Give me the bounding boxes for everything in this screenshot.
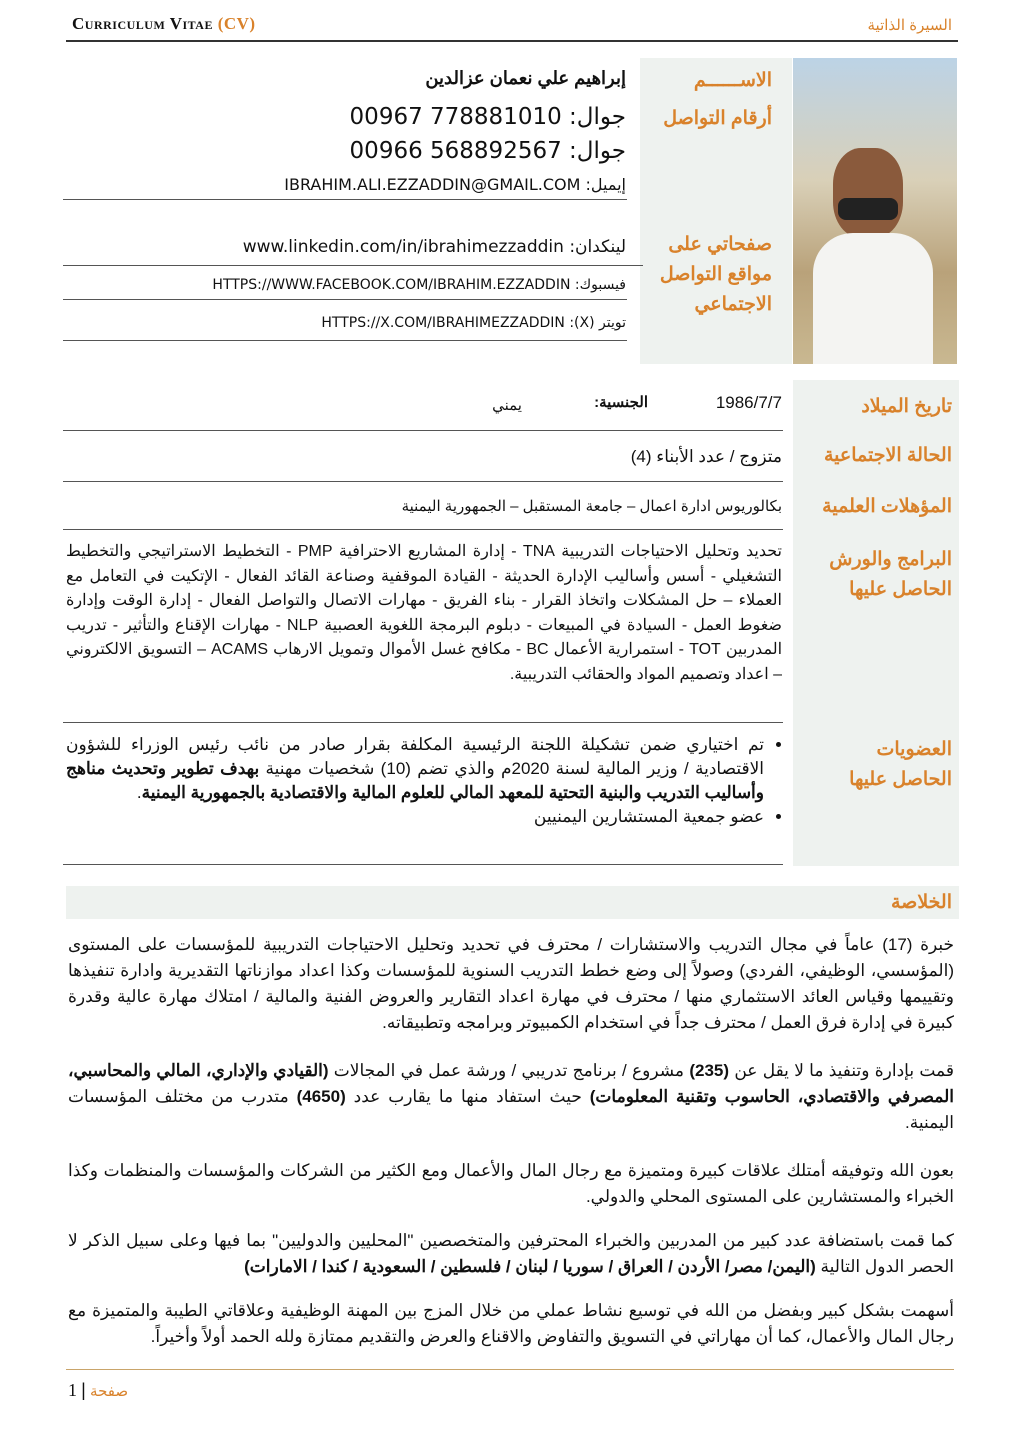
qualification: بكالوريوس ادارة اعمال – جامعة المستقبل – الجمهورية اليمنية	[401, 498, 782, 515]
divider	[63, 265, 643, 266]
cv-title-ar: السيرة الذاتية	[867, 17, 952, 34]
full-name: إبراهيم علي نعمان عزالدين	[425, 68, 626, 88]
mobile-2: جوال: 00966 568892567	[349, 138, 626, 164]
footer-divider	[66, 1369, 954, 1370]
programs-label: البرامج والورش الحاصل عليها	[829, 549, 952, 600]
summary-header	[66, 886, 959, 919]
social-label: صفحاتي على مواقع التواصل الاجتماعي	[659, 234, 772, 315]
divider	[63, 722, 783, 723]
birth-date: 1986/7/7	[715, 393, 782, 412]
divider	[63, 481, 783, 482]
header-divider	[66, 40, 958, 42]
birth-label: تاريخ الميلاد	[861, 396, 952, 417]
programs-list: تحديد وتحليل الاحتياجات التدريبية TNA - إدارة المشاريع الاحترافية PMP - التخطيط الاستراتيجي والتخطيط التشغيلي - أسس وأساليب الإدارة الحديثة - القيادة الموقفية وصناعة القائد الفعال - الإتكيت في التعامل مع العملاء – حل المشكلات واتخاذ القرار - بناء الفريق - مهارات الاتصال والتواصل الفعال - إدارة الوقت وإدارة ضغوط العمل - السيادة في المبيعات - دبلوم البرمجة اللغوية العصبية NLP - مهارات الإقناع والتأثير - تدريب المدربين TOT - استمرارية الأعمال BC - مكافح غسل الأموال وتمويل الارهاب ACAMS – التسويق الالكتروني – اعداد وتصميم المواد والحقائب التدريبية.	[66, 543, 783, 683]
phones-label: أرقام التواصل	[663, 108, 772, 129]
membership-item: • عضو جمعية المستشارين اليمنيين	[66, 805, 764, 829]
mobile-1: جوال: 00967 778881010	[349, 104, 626, 130]
profile-photo	[793, 58, 957, 364]
facebook-link[interactable]: فيسبوك: HTTPS://WWW.FACEBOOK.COM/IBRAHIM.EZZADDIN	[212, 277, 626, 293]
divider	[63, 430, 783, 431]
membership-item: • تم اختياري ضمن تشكيلة اللجنة الرئيسية المكلفة بقرار صادر من نائب رئيس الوزراء للشؤون الاقتصادية / وزير المالية لسنة 2020م والذي تضم (10) شخصيات مهنية بهدف تطوير وتحديث مناهج وأساليب التدريب والبنية التحتية للمعهد المالي للعلوم المالية والاقتصادية بالجمهورية اليمنية.	[66, 733, 764, 805]
memberships-label: العضويات الحاصل عليها	[849, 739, 952, 790]
name-label: الاســــــم	[693, 70, 772, 91]
qualifications-label: المؤهلات العلمية	[822, 496, 952, 517]
divider	[63, 299, 627, 300]
divider	[63, 529, 783, 530]
linkedin-link[interactable]: لينكدان: www.linkedin.com/in/ibrahimezzaddin	[242, 237, 626, 257]
summary-paragraph-2: قمت بإدارة وتنفيذ ما لا يقل عن (235) مشروع / برنامج تدريبي / ورشة عمل في المجالات (القيادي والإداري، المالي والمحاسبي، المصرفي والاقتصادي، الحاسوب وتقنية المعلومات) حيث استفاد منها ما يقارب عدد (4650) متدرب من مختلف المؤسسات اليمنية.	[68, 1061, 955, 1132]
nationality-label: الجنسية:	[594, 394, 648, 411]
summary-paragraph-5: أسهمت بشكل كبير وبفضل من الله في توسيع نشاط عملي من خلال المزج بين المهنة الوظيفية وعلاقاتي الطيبة والمتميزة مع رجال المال والأعمال، كما أن مهاراتي في التسويق والتفاوض والاقناع والعرض والتقديم ممتازة ولله الحمد أولاً وأخيراً.	[68, 1301, 954, 1346]
marital-label: الحالة الاجتماعية	[824, 445, 952, 466]
memberships-list	[66, 733, 782, 829]
summary-title: الخلاصة	[891, 892, 952, 913]
cv-title-en: Curriculum Vitae (CV)	[72, 14, 256, 33]
divider	[63, 199, 627, 200]
summary-paragraph-3: بعون الله وتوفيقه أمتلك علاقات كبيرة ومتميزة مع رجال المال والأعمال ومع الكثير من الشركات والمؤسسات والمنظمات وكذا الخبراء والمستشارين على المستوى المحلي والدولي.	[68, 1161, 954, 1206]
nationality: يمني	[492, 397, 522, 414]
marital-status: متزوج / عدد الأبناء (4)	[630, 447, 782, 466]
email[interactable]: إيميل: IBRAHIM.ALI.EZZADDIN@GMAIL.COM	[284, 175, 626, 194]
twitter-link[interactable]: تويتر (X): HTTPS://X.COM/IBRAHIMEZZADDIN	[321, 315, 626, 331]
divider	[63, 864, 783, 865]
summary-paragraph-1: خبرة (17) عاماً في مجال التدريب والاستشارات / محترف في تحديد وتحليل الاحتياجات التدريبية للمؤسسات على المستوى (المؤسسي، الوظيفي، الفردي) وصولاً إلى وضع خطط التدريب السنوية للمؤسسات وكذا اعداد موازناتها التقديرية وادارة تنفيذها وتقييمها وقياس العائد الاستثماري منها / محترف في مهارة اعداد التقارير والعروض الفنية والمالية / امتلاك مهارة عالية وقدرة كبيرة في إدارة فرق العمل / محترف جداً في استخدام الكمبيوتر وبرامجه وتطبيقاته.	[68, 935, 955, 1032]
page-footer: صفحة | 1	[68, 1380, 129, 1400]
summary-paragraph-4: كما قمت باستضافة عدد كبير من المدربين والخبراء المحترفين والمتخصصين "المحليين والدوليين" بما فيها وعلى سبيل الذكر لا الحصر الدول التالية (اليمن/ مصر/ الأردن / العراق / سوريا / لبنان / فلسطين / السعودية / كندا / الامارات)	[68, 1231, 954, 1276]
divider	[63, 340, 627, 341]
